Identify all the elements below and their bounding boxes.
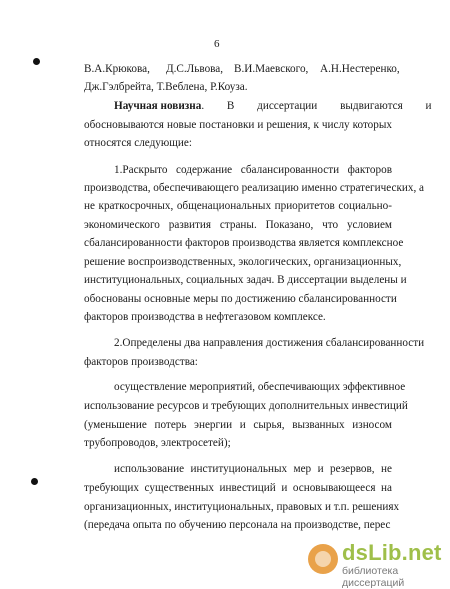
item-1-line: институциональных, социальных задач. В диссертации выделены и <box>84 274 407 286</box>
item-2-line: требующих существенных инвестиций и основывающееся на <box>84 482 392 494</box>
paragraph-line: относятся следующие: <box>84 137 192 149</box>
novelty-heading-line <box>114 99 432 113</box>
item-2-line: трубопроводов, электросетей); <box>84 437 231 449</box>
binding-mark-bottom <box>31 478 38 485</box>
dslib-logo-icon <box>308 544 338 574</box>
novelty-heading: Научная новизна <box>114 100 202 112</box>
watermark-subtitle: библиотека диссертаций <box>342 565 405 589</box>
item-1-line: факторов производства в нефтегазовом комплексе. <box>84 311 326 323</box>
item-2-line: (уменьшение потерь энергии и сырья, вызванных износом <box>84 419 392 431</box>
item-1-line: экономического развития страны. Показано, что условием <box>84 219 392 231</box>
item-2-line: 2.Определены два направления достижения сбалансированности <box>114 337 425 349</box>
author-name: Д.С.Львова, <box>166 63 224 75</box>
author-line: Дж.Гэлбрейта, Т.Веблена, Р.Коуза. <box>84 81 248 93</box>
author-name: А.Н.Нестеренко, <box>320 63 400 75</box>
page-number: 6 <box>214 38 220 50</box>
binding-mark-top <box>33 58 40 65</box>
item-2-line: организационных, институциональных, правовых и т.п. решениях <box>84 501 400 513</box>
watermark-brand: dsLib.net <box>342 540 442 565</box>
item-2-line: использование ресурсов и требующих дополнительных инвестиций <box>84 400 408 412</box>
item-2-line: (передача опыта по обучению персонала на производстве, перес <box>84 519 391 531</box>
item-1-line: не краткосрочных, общенациональных приоритетов социально- <box>84 200 392 212</box>
item-1-line: обоснованы основные меры по достижению сбалансированности <box>84 293 397 305</box>
paragraph-line: обосновываются новые постановки и решения, к числу которых <box>84 119 392 131</box>
item-2-line: факторов производства: <box>84 356 198 368</box>
item-1-line: 1.Раскрыто содержание сбалансированности факторов <box>114 164 392 176</box>
watermark-logo[interactable] <box>308 540 448 589</box>
item-2-line: использование институциональных мер и резервов, не <box>114 463 392 475</box>
item-1-line: сбалансированности факторов производства является комплексное <box>84 237 404 249</box>
author-name: В.И.Маевского, <box>234 63 309 75</box>
item-1-line: решение воспроизводственных, экологических, организационных, <box>84 256 402 268</box>
author-name: В.А.Крюкова, <box>84 63 150 75</box>
novelty-heading-rest: . В диссертации выдвигаются и <box>201 100 432 112</box>
item-2-line: осуществление мероприятий, обеспечивающих эффективное <box>114 381 406 393</box>
item-1-line: производства, обеспечивающего реализацию именно стратегических, а <box>84 182 425 194</box>
